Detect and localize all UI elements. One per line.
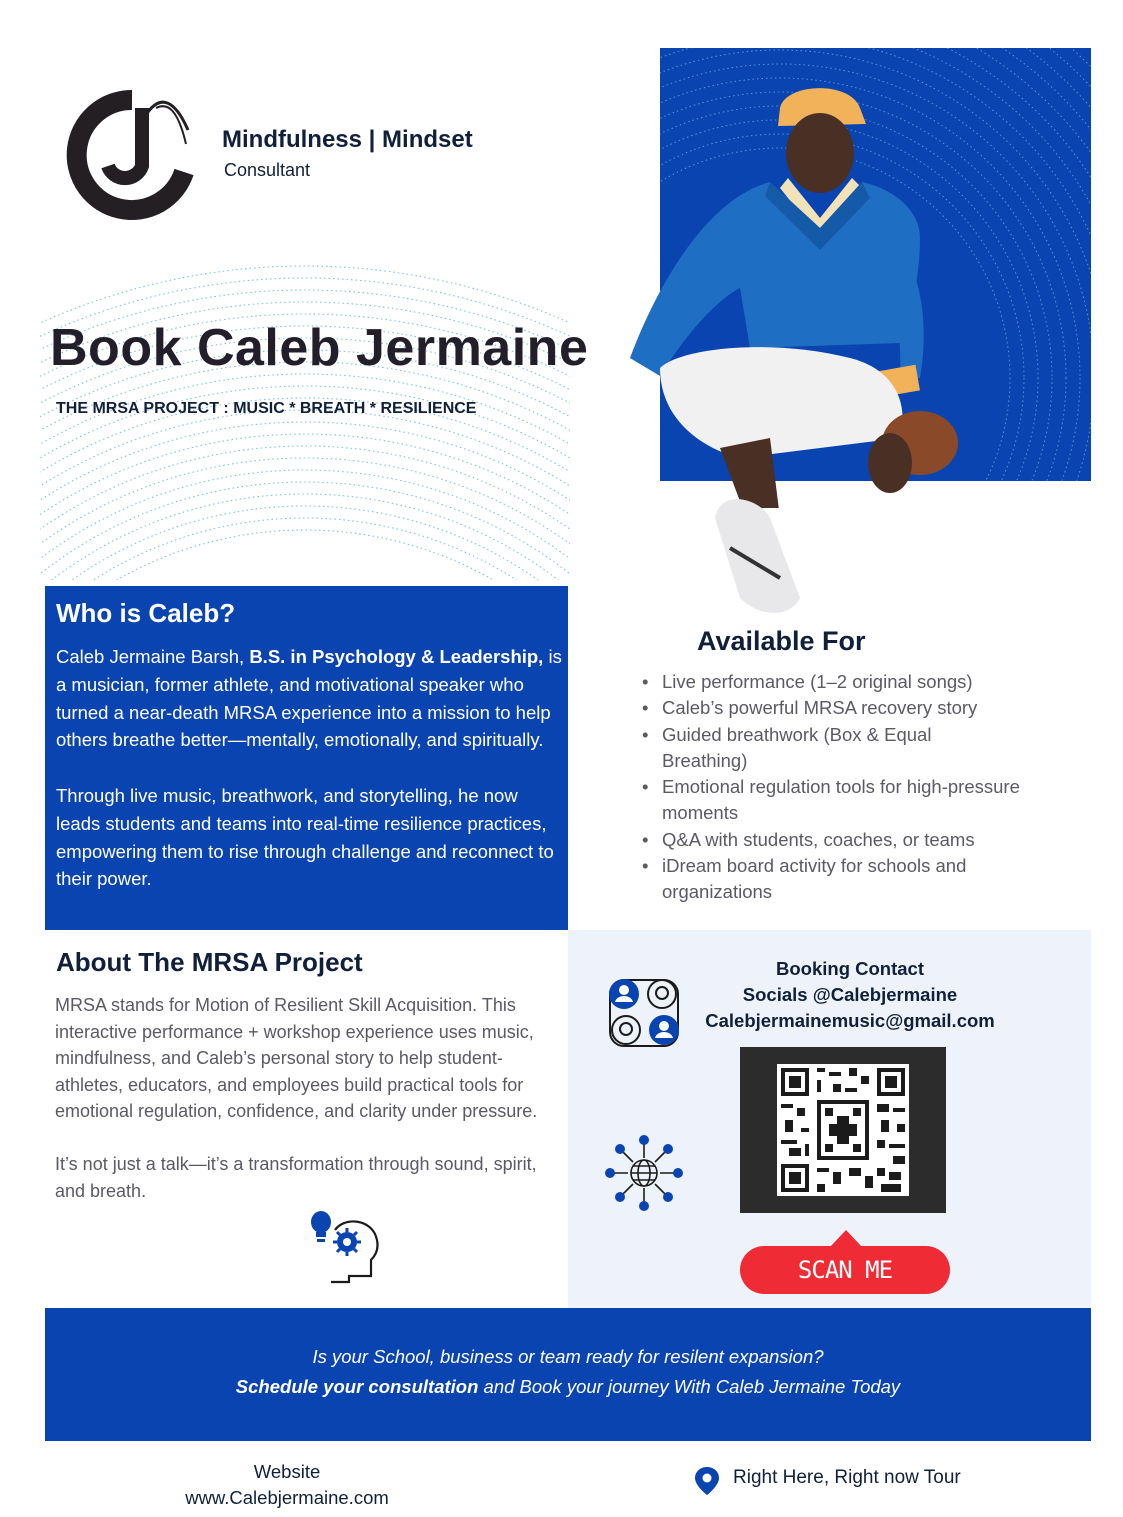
who-text <box>56 643 564 893</box>
who-paragraph-1 <box>56 643 564 754</box>
mind-gear-icon <box>305 1208 385 1286</box>
qr-code-pattern <box>777 1064 909 1196</box>
about-paragraph-1: MRSA stands for Motion of Resilient Skill Acquisition. This interactive performance + workshop experience uses music, mindfulness, and Caleb’s personal story to help student-athletes, educators, and employees build practical tools for emotional regulation, confidence, and clarity under pressure. <box>55 995 538 1121</box>
cj-monogram-logo <box>62 88 202 222</box>
about-title: About The MRSA Project <box>56 947 363 977</box>
list-item: • iDream board activity for schools and organizations <box>640 853 1020 906</box>
about-text <box>55 992 555 1204</box>
social-users-icon <box>604 974 684 1052</box>
qr-code[interactable] <box>740 1047 946 1213</box>
website-link[interactable]: www.Calebjermaine.com <box>185 1487 389 1508</box>
tour-location: Right Here, Right now Tour <box>733 1467 961 1488</box>
website-label: Website <box>253 1461 321 1482</box>
website-block <box>180 1459 394 1511</box>
list-item: • Live performance (1–2 original songs) <box>640 669 1020 695</box>
socials-handle[interactable]: Socials @Calebjermaine <box>742 984 958 1005</box>
booking-contact-label: Booking Contact <box>776 958 924 979</box>
person-photo <box>620 78 980 618</box>
cta-schedule-link[interactable]: Schedule your consultation <box>235 1376 479 1397</box>
contact-info <box>690 956 1010 1034</box>
list-item: • Caleb’s powerful MRSA recovery story <box>640 695 1020 721</box>
who-section <box>45 586 568 930</box>
cta-banner <box>45 1308 1091 1441</box>
scan-me-button[interactable]: SCAN ME <box>740 1246 950 1294</box>
cta-line-1: Is your School, business or team ready for resilent expansion? <box>312 1346 824 1367</box>
list-item: • Q&A with students, coaches, or teams <box>640 827 1020 853</box>
scan-arrow-icon <box>830 1230 862 1247</box>
location-pin-icon <box>694 1466 720 1496</box>
brand-role: Consultant <box>224 160 311 180</box>
brand-headline: Mindfulness | Mindset <box>222 126 473 153</box>
who-p1-post: is a musician, former athlete, and motivational speaker who turned a near-death MRSA experience into a mission to help others breathe better—mentally, emotionally, and spiritually. <box>56 646 562 751</box>
about-paragraph-2: It’s not just a talk—it’s a transformation through sound, spirit, and breath. <box>55 1154 537 1201</box>
who-title: Who is Caleb? <box>56 598 236 628</box>
globe-network-icon <box>604 1134 684 1212</box>
page-title: Book Caleb Jermaine <box>50 319 589 377</box>
who-p1-pre: Caleb Jermaine Barsh, <box>56 646 250 667</box>
who-p1-bold: B.S. in Psychology & Leadership, <box>249 646 544 667</box>
page-subtitle: THE MRSA PROJECT : MUSIC * BREATH * RESILIENCE <box>56 400 477 417</box>
available-title: Available For <box>697 626 866 656</box>
who-paragraph-2: Through live music, breathwork, and storytelling, he now leads students and teams into real-time resilience practices, empowering them to rise through challenge and reconnect to their power. <box>56 784 554 890</box>
cta-line-2-rest: and Book your journey With Caleb Jermaine Today <box>478 1376 901 1397</box>
list-item: • Emotional regulation tools for high-pressure moments <box>640 774 1020 827</box>
cta-line-2 <box>45 1372 1091 1402</box>
contact-email[interactable]: Calebjermainemusic@gmail.com <box>705 1010 995 1031</box>
list-item: • Guided breathwork (Box & Equal Breathing) <box>640 722 1020 775</box>
available-list <box>640 669 1020 906</box>
qr-modules <box>777 1064 909 1196</box>
